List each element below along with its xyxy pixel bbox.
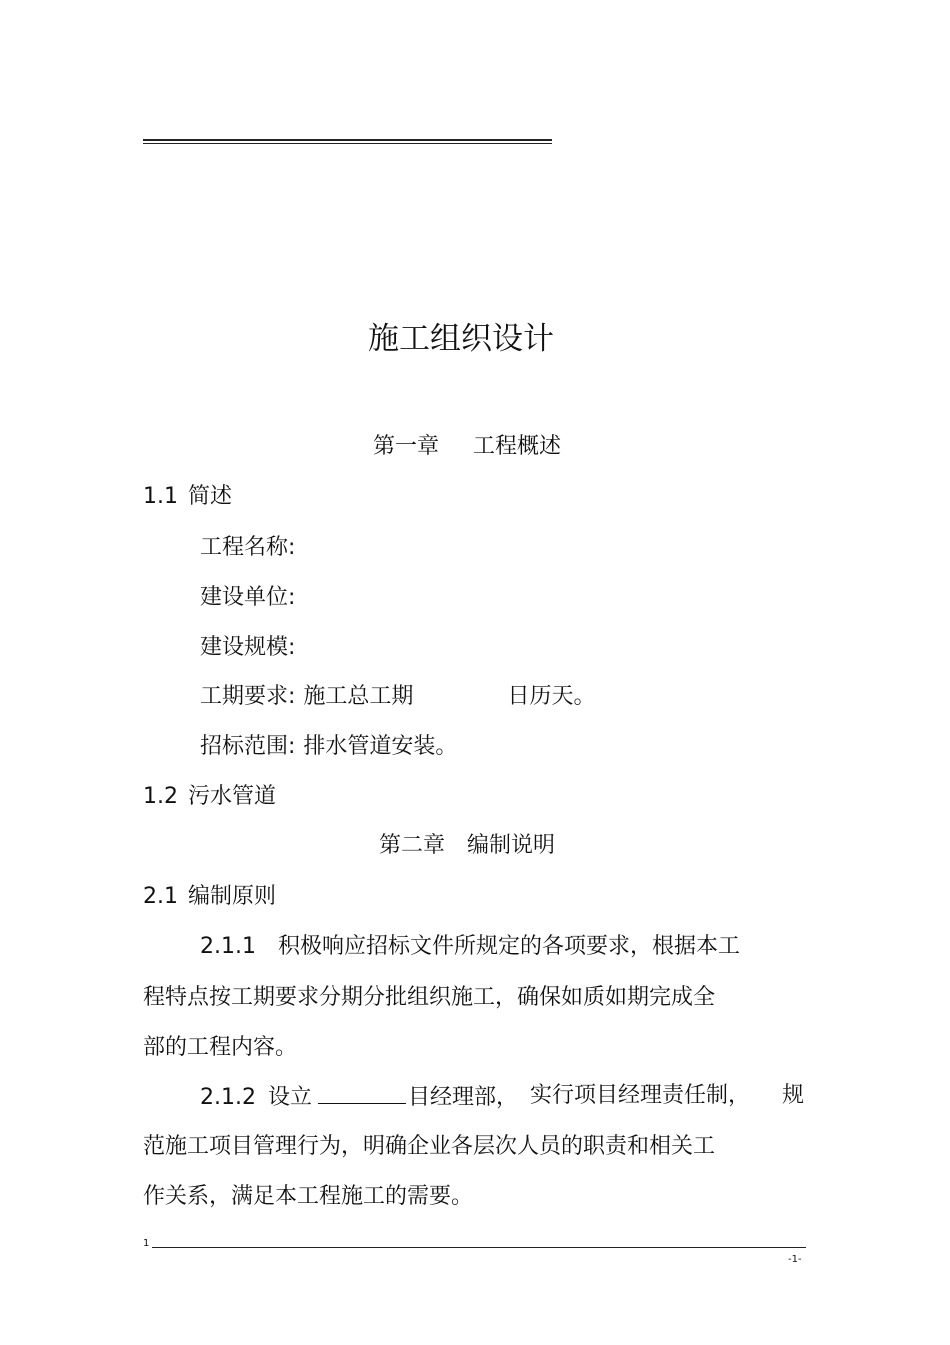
paragraph-text-pre: 设立: [267, 1085, 312, 1110]
section-title: 简述: [188, 484, 233, 509]
page-number: -1-: [788, 1254, 802, 1265]
footer-rule: [152, 1247, 806, 1248]
bid-scope-line: [200, 734, 457, 760]
builder-label: 建设单位:: [200, 585, 296, 610]
section-number: 1.1: [143, 484, 178, 509]
section-number: 1.2: [143, 784, 178, 809]
paragraph-2-1-2-line-3: 作关系，满足本工程施工的需要。: [143, 1184, 474, 1209]
period-text: 施工总工期: [303, 684, 414, 709]
section-1-1-heading: [143, 484, 232, 510]
chapter-2-heading: [379, 833, 555, 859]
paragraph-2-1-2-mid-text: 实行项目经理责任制，: [530, 1083, 751, 1108]
paragraph-number: 2.1.1: [200, 934, 256, 959]
bid-scope-value: 排水管道安装。: [303, 734, 458, 759]
period-requirement-line: [200, 684, 595, 710]
paragraph-2-1-2-end-text: 规: [782, 1083, 805, 1108]
period-label: 工期要求:: [200, 684, 296, 709]
paragraph-text-post: 目经理部，: [408, 1085, 519, 1110]
header-double-rule-bottom: [143, 143, 552, 144]
scale-label: 建设规模:: [200, 635, 296, 660]
document-title: 施工组织设计: [368, 321, 554, 357]
chapter-2-number: 第二章: [379, 833, 446, 858]
footnote-number: 1: [143, 1238, 150, 1249]
chapter-1-title: 工程概述: [473, 434, 562, 459]
section-2-1-heading: [143, 884, 276, 910]
section-1-2-heading: [143, 784, 276, 810]
chapter-1-number: 第一章: [373, 434, 440, 459]
bid-scope-label: 招标范围:: [200, 734, 296, 759]
chapter-1-heading: [373, 434, 561, 460]
paragraph-2-1-1-line-2: 程特点按工期要求分期分批组织施工，确保如质如期完成全: [143, 985, 716, 1010]
paragraph-text: 积极响应招标文件所规定的各项要求，根据本工: [277, 934, 740, 959]
header-double-rule-top: [143, 139, 552, 141]
period-unit: 日历天。: [507, 684, 596, 709]
fill-in-blank: [318, 1083, 406, 1104]
paragraph-2-1-2-line-1: [200, 1083, 518, 1111]
paragraph-2-1-1-line-3: 部的工程内容。: [143, 1035, 298, 1060]
paragraph-2-1-1-line-1: [200, 934, 740, 960]
section-number: 2.1: [143, 884, 178, 909]
section-title: 污水管道: [188, 784, 277, 809]
section-title: 编制原则: [188, 884, 277, 909]
project-name-label: 工程名称:: [200, 535, 296, 560]
chapter-2-title: 编制说明: [467, 833, 556, 858]
paragraph-number: 2.1.2: [200, 1085, 256, 1110]
paragraph-2-1-2-line-2: 范施工项目管理行为，明确企业各层次人员的职责和相关工: [143, 1134, 716, 1159]
